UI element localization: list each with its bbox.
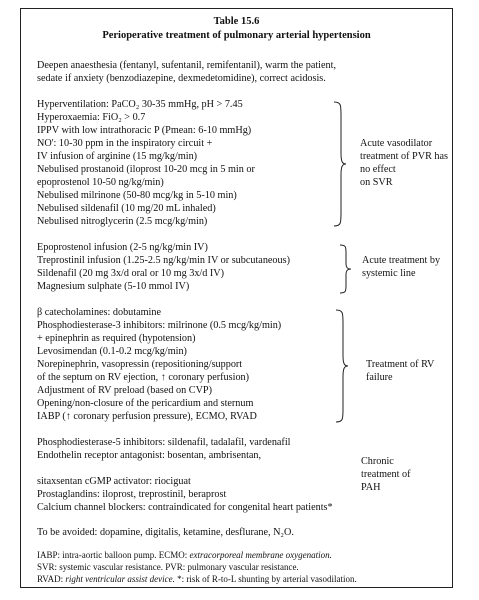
footnote-line <box>37 574 357 585</box>
group-label: Acute vasodilator <box>360 138 433 149</box>
footnote-text: RVAD: <box>37 574 66 584</box>
group-label: PAH <box>361 482 381 493</box>
table-number: Table 15.6 <box>213 16 260 27</box>
footnote-line: SVR: systemic vascular resistance. PVR: pulmonary vascular resistance. <box>37 562 299 572</box>
list-item: Epoprostenol infusion (2-5 ng/kg/min IV) <box>37 242 208 253</box>
list-item: Nebulised sildenafil (10 mg/20 mL inhaled) <box>37 203 216 214</box>
list-item: IABP (↑ coronary perfusion pressure), ECMO, RVAD <box>37 411 257 422</box>
curly-brace-icon <box>335 309 349 423</box>
list-item: Sildenafil (20 mg 3x/d oral or 10 mg 3x/d IV) <box>37 268 225 279</box>
group-label: Acute treatment by <box>362 255 441 266</box>
table-box <box>20 8 453 588</box>
group-label: treatment of <box>361 469 411 480</box>
group-label: on SVR <box>360 177 393 188</box>
footnote-text: *: risk of R-to-L shunting by arterial vasodilation. <box>174 574 357 584</box>
group-label: failure <box>366 372 393 383</box>
intro-line: Deepen anaesthesia (fentanyl, sufentanil, remifentanil), warm the patient, <box>37 60 336 71</box>
group-label: no effect <box>360 164 396 175</box>
list-item: Treprostinil infusion (1.25-2.5 ng/kg/min IV or subcutaneous) <box>37 255 290 266</box>
group-label: treatment of PVR has <box>360 151 448 162</box>
list-item: Hyperoxaemia: FiO₂ > 0.7 <box>37 112 146 123</box>
footnote-italic: extracorporeal membrane oxygenation. <box>189 550 332 560</box>
list-item: Hyperventilation: PaCO₂ 30-35 mmHg, pH > 7.45 <box>37 99 243 110</box>
list-item: + epinephrin as required (hypotension) <box>37 333 196 344</box>
list-item: Levosimendan (0.1-0.2 mcg/kg/min) <box>37 346 187 357</box>
list-item: sitaxsentan cGMP activator: riociguat <box>37 476 191 487</box>
group-label: Treatment of RV <box>366 359 435 370</box>
list-item: Phosphodiesterase-3 inhibitors: milrinone (0.5 mcg/kg/min) <box>37 320 282 331</box>
avoid-line: To be avoided: dopamine, digitalis, ketamine, desflurane, N₂O. <box>37 527 294 538</box>
table-title: Perioperative treatment of pulmonary arterial hypertension <box>102 30 371 41</box>
list-item: Calcium channel blockers: contraindicated for congenital heart patients* <box>37 502 333 513</box>
list-item: Nebulised prostanoid (iloprost 10-20 mcg in 5 min or <box>37 164 255 175</box>
group-label: systemic line <box>362 268 416 279</box>
curly-brace-icon <box>339 244 353 294</box>
group-label: Chronic <box>361 456 394 467</box>
list-item: Adjustment of RV preload (based on CVP) <box>37 385 212 396</box>
footnote-line <box>37 550 332 561</box>
list-item: Norepinephrin, vasopressin (repositioning/support <box>37 359 243 370</box>
list-item: Nebulised nitroglycerin (2.5 mcg/kg/min) <box>37 216 208 227</box>
intro-line: sedate if anxiety (benzodiazepine, dexmedetomidine), correct acidosis. <box>37 73 326 84</box>
list-item: Endothelin receptor antagonist: bosentan, ambrisentan, <box>37 450 262 461</box>
footnote-text: IABP: intra-aortic balloon pump. ECMO: <box>37 550 190 560</box>
list-item: of the septum on RV ejection, ↑ coronary perfusion) <box>37 372 250 383</box>
list-item: NO': 10-30 ppm in the inspiratory circuit + <box>37 138 213 149</box>
footnote-italic: right ventricular assist device. <box>65 574 175 584</box>
list-item: Magnesium sulphate (5-10 mmol IV) <box>37 281 190 292</box>
list-item: Phosphodiesterase-5 inhibitors: sildenafil, tadalafil, vardenafil <box>37 437 291 448</box>
list-item: β catecholamines: dobutamine <box>37 307 161 318</box>
list-item: Prostaglandins: iloprost, treprostinil, beraprost <box>37 489 227 500</box>
list-item: Opening/non-closure of the pericardium and sternum <box>37 398 254 409</box>
list-item: Nebulised milrinone (50-80 mcg/kg in 5-10 min) <box>37 190 237 201</box>
list-item: IPPV with low intrathoracic P (Pmean: 6-10 mmHg) <box>37 125 252 136</box>
list-item: epoprostenol 10-50 ng/kg/min) <box>37 177 164 188</box>
list-item: IV infusion of arginine (15 mg/kg/min) <box>37 151 198 162</box>
curly-brace-icon <box>333 101 347 227</box>
